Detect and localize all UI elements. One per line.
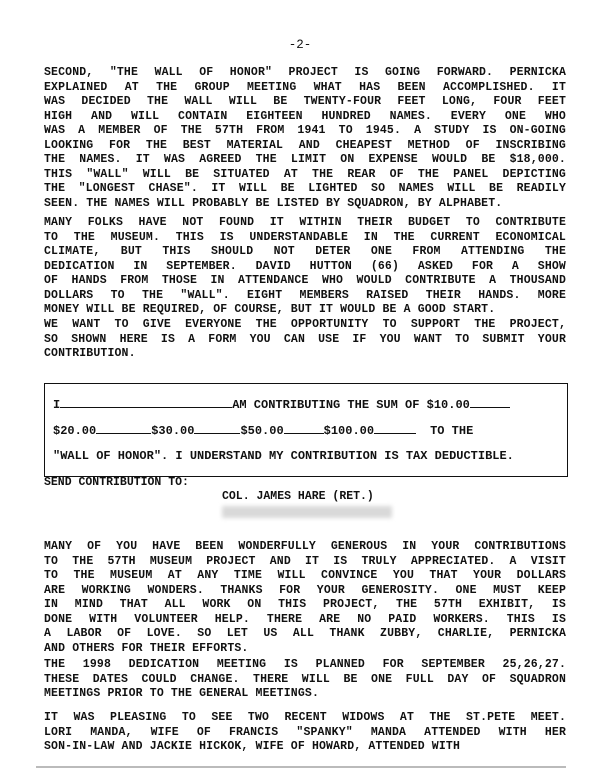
text-line: MEETINGS PRIOR TO THE GENERAL MEETINGS.: [44, 687, 319, 700]
text-line: IT WAS PLEASING TO SEE TWO RECENT WIDOWS AT THE ST.PETE MEET.: [44, 711, 566, 724]
text-line: THIS "WALL" WILL BE SITUATED AT THE REAR OF THE PANEL DEPICTING: [44, 167, 566, 181]
text-line: WAS DECIDED THE WALL WILL BE TWENTY-FOUR FEET LONG, FOUR FEET: [44, 95, 566, 108]
page-number: -2-: [288, 38, 312, 52]
text-line: MANY FOLKS HAVE NOT FOUND IT WITHIN THEIR BUDGET TO CONTRIBUTE: [44, 216, 566, 229]
text-line: LORI MANDA, WIFE OF FRANCIS "SPANKY" MANDA ATTENDED WITH HER: [44, 725, 566, 739]
form-sum-text: AM CONTRIBUTING THE SUM OF $10.00: [232, 398, 470, 412]
bottom-edge-line: [36, 766, 566, 768]
amount-30: $30.00: [151, 424, 195, 438]
text-line: MONEY WILL BE REQUIRED, OF COURSE, BUT IT WOULD BE A GOOD START.: [44, 303, 496, 316]
send-contribution-label: SEND CONTRIBUTION TO:: [44, 476, 189, 489]
text-line: DOLLARS TO THE "WALL". EIGHT MEMBERS RAISED THEIR HANDS. MORE: [44, 288, 566, 302]
sum-blank[interactable]: [470, 396, 510, 408]
redacted-address: [222, 506, 392, 518]
text-line: TO THE MUSEUM AT ANY TIME WILL CONVINCE YOU THAT YOUR DOLLARS: [44, 569, 566, 582]
text-line: CONTRIBUTION.: [44, 347, 136, 360]
text-line: EXPLAINED AT THE GROUP MEETING WHAT HAS BEEN ACCOMPLISHED. IT: [44, 80, 566, 94]
text-line: THESE DATES COULD CHANGE. THERE WILL BE ONE FULL DAY OF SQUADRON: [44, 672, 566, 686]
form-row-3: [53, 449, 514, 463]
paragraph-dedication-meeting: [44, 658, 566, 702]
text-line: ARE WORKING WONDERS. THANKS FOR YOUR GENEROSITY. ONE MUST KEEP: [44, 583, 566, 597]
form-row-2: [53, 422, 473, 438]
text-line: SO SHOWN HERE IS A FORM YOU CAN USE IF YOU WANT TO SUBMIT YOUR: [44, 332, 566, 346]
text-line: IN MIND THAT ALL WORK ON THIS PROJECT, THE 57TH EXHIBIT, IS: [44, 598, 566, 611]
text-line: A LABOR OF LOVE. SO LET US ALL THANK ZUBBY, CHARLIE, PERNICKA: [44, 627, 566, 640]
amount-50-blank[interactable]: [284, 422, 324, 434]
form-row-1: [53, 396, 510, 412]
amount-100-blank[interactable]: [374, 422, 416, 434]
amount-30-blank[interactable]: [194, 422, 240, 434]
paragraph-opportunity: [44, 318, 566, 362]
text-line: WE WANT TO GIVE EVERYONE THE OPPORTUNITY TO SUPPORT THE PROJECT,: [44, 318, 566, 331]
text-line: CLIMATE, BUT THIS SHOULD NOT DETER ONE FROM ATTENDING THE: [44, 245, 566, 258]
amount-20-blank[interactable]: [96, 422, 151, 434]
paragraph-generous: [44, 540, 566, 656]
text-line: TO THE 57TH MUSEUM PROJECT AND IT IS TRULY APPRECIATED. A VISIT: [44, 554, 566, 568]
text-line: THE 1998 DEDICATION MEETING IS PLANNED FOR SEPTEMBER 25,26,27.: [44, 658, 566, 671]
text-line: HIGH AND WILL CONTAIN EIGHTEEN HUNDRED NAMES. EVERY ONE WHO: [44, 109, 566, 123]
form-prefix-i: I: [53, 398, 61, 412]
text-line: MANY OF YOU HAVE BEEN WONDERFULLY GENEROUS IN YOUR CONTRIBUTIONS: [44, 540, 566, 553]
to-the-text: TO THE: [430, 424, 474, 438]
amount-100: $100.00: [323, 424, 375, 438]
recipient-name: COL. JAMES HARE (RET.): [222, 490, 374, 503]
text-line: WAS A MEMBER OF THE 57TH FROM 1941 TO 1945. A STUDY IS ON-GOING: [44, 124, 566, 137]
text-line: THE NAMES. IT WAS AGREED THE LIMIT ON EXPENSE WOULD BE $18,000.: [44, 153, 566, 166]
text-line: OF HANDS FROM THOSE IN ATTENDANCE WHO WOULD CONTRIBUTE A THOUSAND: [44, 274, 566, 287]
paragraph-budget: [44, 216, 566, 318]
paragraph-widows: [44, 711, 566, 755]
text-line: AND OTHERS FOR THEIR EFFORTS.: [44, 641, 249, 655]
text-line: SEEN. THE NAMES WILL PROBABLY BE LISTED BY SQUADRON, BY ALPHABET.: [44, 196, 503, 210]
text-line: LOOKING FOR THE BEST MATERIAL AND CHEAPEST METHOD OF INSCRIBING: [44, 138, 566, 152]
text-line: SON-IN-LAW AND JACKIE HICKOK, WIFE OF HOWARD, ATTENDED WITH: [44, 740, 461, 753]
tax-deductible-text: "WALL OF HONOR". I UNDERSTAND MY CONTRIBUTION IS TAX DEDUCTIBLE.: [53, 449, 514, 463]
text-line: DEDICATION IN SEPTEMBER. DAVID HUTTON (66) ASKED FOR A SHOW: [44, 259, 566, 273]
amount-50: $50.00: [240, 424, 284, 438]
paragraph-wall-of-honor: [44, 66, 566, 211]
text-line: TO THE MUSEUM. THIS IS UNDERSTANDABLE IN THE CURRENT ECONOMICAL: [44, 230, 566, 244]
text-line: THE "LONGEST CHASE". IT WILL BE LIGHTED SO NAMES WILL BE READILY: [44, 182, 566, 195]
name-blank[interactable]: [60, 396, 232, 408]
text-line: DONE WITH VOLUNTEER HELP. THERE ARE NO PAID WORKERS. THIS IS: [44, 612, 566, 626]
amount-20: $20.00: [53, 424, 97, 438]
contribution-form: [44, 383, 568, 477]
text-line: SECOND, "THE WALL OF HONOR" PROJECT IS GOING FORWARD. PERNICKA: [44, 66, 566, 79]
